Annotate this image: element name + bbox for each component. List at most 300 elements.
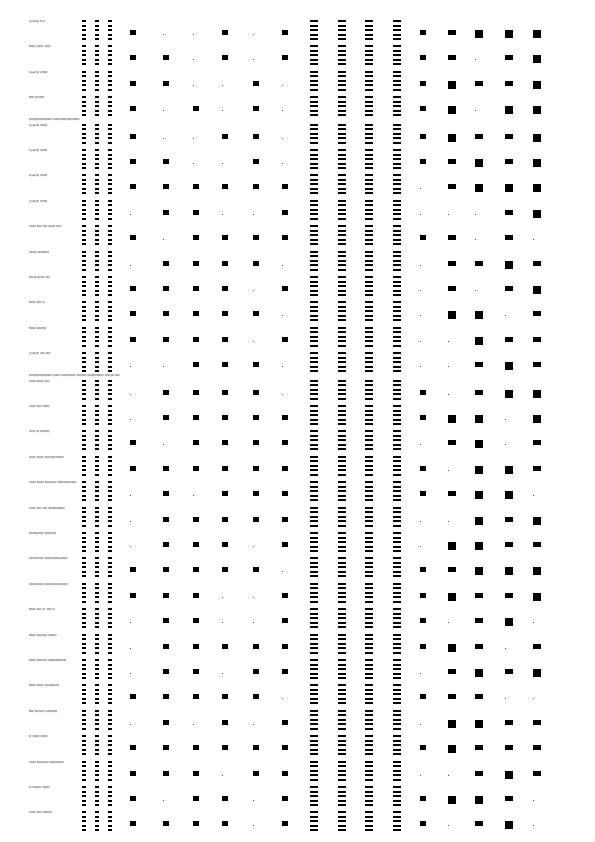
table-cell-mark [130,796,136,801]
table-cell-mark [393,239,401,241]
table-cell-mark [310,702,318,704]
table-cell-mark [253,134,259,139]
table-cell-mark [108,562,112,564]
table-cell-dot [448,825,449,826]
table-cell-mark [310,251,318,253]
table-cell-mark [365,689,373,691]
table-cell-mark [82,770,86,772]
table-cell-mark [82,495,86,497]
table-cell-mark [130,55,136,60]
table-cell-mark [505,517,513,522]
table-cell-mark [338,499,346,501]
table-cell-mark [310,264,318,266]
table-cell-mark [95,571,99,573]
table-cell-mark [82,128,86,130]
table-cell-mark [393,698,401,700]
table-cell-mark [338,75,346,77]
table-cell-mark [420,134,426,139]
table-cell-mark [365,63,373,65]
table-cell-mark [365,444,373,446]
table-cell-mark [95,54,99,56]
table-cell-dot [130,495,131,496]
table-cell-mark [393,735,401,737]
table-cell-mark [448,745,456,753]
table-cell-mark [282,235,288,240]
table-cell-mark [338,592,346,594]
table-cell-mark [310,319,318,321]
table-cell-mark [82,167,86,169]
table-cell-dot [420,315,421,316]
table-cell-dot [163,138,164,139]
table-cell-mark [310,571,318,573]
table-cell-mark [365,398,373,400]
table-cell-mark [82,63,86,65]
table-cell-mark [95,659,99,661]
table-cell-mark [82,306,86,308]
table-cell-mark [338,460,346,462]
row-label: Q QQQQ QQQ [29,785,50,789]
table-cell-mark [393,825,401,827]
table-cell-mark [393,575,401,577]
table-cell-mark [108,142,112,144]
table-cell-mark [82,80,86,82]
table-cell-mark [365,50,373,52]
table-cell-mark [365,84,373,86]
table-cell-mark [310,684,318,686]
table-cell-mark [310,740,318,742]
row-label: MQ2 QQQQ QQQQQQQQ [29,658,67,662]
table-cell-mark [82,825,86,827]
table-cell-mark [108,430,112,432]
table-cell-mark [95,719,99,721]
table-cell-mark [310,634,318,636]
table-cell-mark [338,634,346,636]
table-cell-mark [82,204,86,206]
table-cell-mark [310,80,318,82]
table-cell-mark [365,393,373,395]
table-cell-mark [95,50,99,52]
table-cell-mark [222,415,228,420]
table-cell-mark [338,520,346,522]
table-cell-mark [310,456,318,458]
table-cell-mark [82,460,86,462]
table-cell-mark [108,795,112,797]
table-cell-mark [108,380,112,382]
table-cell-mark [95,622,99,624]
table-cell-mark [310,791,318,793]
table-cell-mark [338,336,346,338]
table-cell-mark [82,465,86,467]
table-cell-mark [95,419,99,421]
table-cell-mark [393,366,401,368]
table-cell-mark [253,81,259,86]
table-cell-mark [338,319,346,321]
table-cell-mark [95,255,99,257]
table-cell-mark [95,829,99,831]
table-cell-mark [505,466,513,474]
table-cell-mark [310,719,318,721]
table-cell-mark [338,626,346,628]
table-cell-mark [163,694,169,699]
table-cell-mark [82,638,86,640]
table-cell-mark [365,384,373,386]
table-cell-mark [338,562,346,564]
table-cell-mark [108,541,112,543]
table-cell-mark [82,753,86,755]
table-cell-mark [108,626,112,628]
table-cell-mark [95,779,99,781]
table-cell-mark [365,770,373,772]
table-cell-mark [310,698,318,700]
row-label: MQ2 (QQ, QQ) [29,44,51,49]
table-cell-mark [393,410,401,412]
table-cell-mark [338,154,346,156]
table-cell-dot [448,366,449,367]
table-cell-mark [393,260,401,262]
table-cell-mark [310,84,318,86]
table-cell-mark [365,20,373,22]
table-cell-mark [393,566,401,568]
table-cell-mark [310,710,318,712]
table-cell-mark [310,562,318,564]
table-cell-mark [193,390,199,395]
table-cell-mark [108,89,112,91]
table-cell-mark [533,440,541,445]
table-cell-mark [393,765,401,767]
table-cell-mark [108,331,112,333]
table-cell-mark [310,779,318,781]
table-cell-mark [338,264,346,266]
table-cell-mark [163,542,169,547]
table-cell-mark [338,566,346,568]
table-cell-mark [365,290,373,292]
table-cell-mark [310,327,318,329]
table-cell-mark [365,779,373,781]
table-cell-mark [130,694,136,699]
table-cell-mark [95,557,99,559]
table-cell-mark [310,38,318,40]
table-cell-mark [338,474,346,476]
table-cell-mark [393,816,401,818]
table-cell-mark [310,723,318,725]
table-cell-mark [108,124,112,126]
table-cell-mark [310,192,318,194]
table-cell-mark [82,829,86,831]
table-cell-mark [338,596,346,598]
table-cell-mark [108,723,112,725]
table-cell-mark [222,491,228,496]
table-cell-dot [420,521,421,522]
table-cell-mark [82,251,86,253]
table-cell-mark [338,124,346,126]
table-cell-mark [108,239,112,241]
table-cell-mark [82,75,86,77]
table-cell-mark [393,200,401,202]
table-cell-mark [108,213,112,215]
table-cell-mark [310,96,318,98]
table-cell-mark [365,786,373,788]
table-cell-mark [393,749,401,751]
table-cell-mark [338,811,346,813]
table-cell-mark [108,566,112,568]
table-cell-mark [95,617,99,619]
table-cell-mark [253,771,259,776]
table-cell-mark [82,209,86,211]
table-cell-mark [338,327,346,329]
table-cell-mark [365,791,373,793]
table-cell-mark [365,114,373,116]
table-cell-mark [533,593,541,601]
table-cell-mark [475,771,483,776]
table-cell-mark [108,702,112,704]
table-cell-mark [310,613,318,615]
table-cell-mark [82,158,86,160]
table-cell-mark [338,243,346,245]
table-cell-mark [338,677,346,679]
table-cell-mark [82,622,86,624]
table-cell-mark [393,319,401,321]
table-cell-mark [95,537,99,539]
table-cell-mark [310,75,318,77]
table-cell-mark [310,20,318,22]
table-cell-mark [253,694,259,699]
table-cell-mark [222,466,228,471]
table-cell-mark [82,366,86,368]
table-cell-mark [193,567,199,572]
table-cell-mark [310,209,318,211]
table-cell-mark [82,357,86,359]
table-cell-mark [365,566,373,568]
table-cell-mark [338,753,346,755]
table-cell-mark [310,469,318,471]
table-cell-mark [338,744,346,746]
table-cell-mark [108,188,112,190]
table-cell-mark [95,520,99,522]
table-cell-mark [365,634,373,636]
table-cell-mark [338,331,346,333]
table-cell-mark [193,542,199,547]
table-cell-mark [310,405,318,407]
table-cell-mark [310,183,318,185]
row-label: Cys(Q) QQQ [29,198,48,203]
table-cell-mark [95,34,99,36]
table-cell-mark [82,761,86,763]
table-cell-mark [310,811,318,813]
table-cell-mark [393,465,401,467]
table-cell-mark [365,188,373,190]
table-cell-mark [95,811,99,813]
table-cell-mark [393,638,401,640]
table-cell-mark [365,702,373,704]
table-cell-mark [82,174,86,176]
table-cell-mark [310,25,318,27]
table-cell-mark [108,634,112,636]
table-cell-mark [310,592,318,594]
table-cell-mark [310,366,318,368]
table-cell-mark [338,45,346,47]
table-cell-mark [393,622,401,624]
table-cell-mark [310,167,318,169]
table-cell-mark [338,105,346,107]
table-cell-dot [130,419,131,420]
table-cell-dot [533,622,534,623]
table-cell-mark [505,669,513,674]
table-cell-mark [338,71,346,73]
table-cell-mark [95,753,99,755]
table-cell-mark [130,286,136,291]
table-cell-mark [475,261,483,266]
table-cell-mark [338,380,346,382]
table-cell-mark [82,456,86,458]
table-cell-mark [338,50,346,52]
table-cell-mark [365,829,373,831]
table-cell-mark [310,608,318,610]
table-cell-mark [365,532,373,534]
table-cell-mark [393,562,401,564]
table-cell-mark [95,430,99,432]
table-cell-dot [475,290,476,291]
table-cell-mark [365,474,373,476]
table-cell-mark [310,419,318,421]
table-cell-mark [253,159,259,164]
table-cell-mark [108,537,112,539]
table-cell-mark [310,361,318,363]
table-cell-mark [95,587,99,589]
table-cell-mark [338,652,346,654]
row-label: MQ2 QQQ QQQQQQ [29,683,60,688]
table-cell-mark [95,204,99,206]
table-cell-dot [130,265,131,266]
table-cell-mark [338,419,346,421]
table-cell-mark [310,583,318,585]
table-cell-mark [393,204,401,206]
table-cell-mark [282,210,288,215]
table-cell-mark [365,345,373,347]
table-cell-dot [448,341,449,342]
table-cell-mark [82,255,86,257]
table-cell-mark [108,601,112,603]
table-cell-mark [365,310,373,312]
table-cell-mark [108,520,112,522]
table-cell-mark [108,608,112,610]
table-cell-mark [448,720,456,728]
table-cell-dot [130,366,131,367]
table-cell-mark [108,340,112,342]
table-cell-mark [108,105,112,107]
table-cell-mark [393,128,401,130]
table-cell-mark [338,414,346,416]
table-cell-mark [163,517,169,522]
table-cell-mark [95,192,99,194]
table-cell-mark [338,96,346,98]
table-cell-mark [365,370,373,372]
table-cell-mark [393,490,401,492]
table-cell-mark [95,370,99,372]
table-cell-mark [393,255,401,257]
table-cell-mark [108,693,112,695]
table-cell-mark [95,596,99,598]
table-cell-mark [338,315,346,317]
table-cell-mark [505,159,513,164]
table-cell-dot [420,188,421,189]
table-cell-mark [95,389,99,391]
table-cell-mark [393,75,401,77]
table-cell-mark [393,469,401,471]
table-cell-mark [310,557,318,559]
table-cell-mark [338,410,346,412]
table-cell-mark [448,567,456,572]
table-cell-mark [448,106,456,114]
table-cell-mark [82,596,86,598]
table-cell-mark [108,460,112,462]
table-cell-mark [475,184,483,192]
table-cell-mark [365,419,373,421]
table-cell-mark [310,714,318,716]
table-cell-mark [82,820,86,822]
table-cell-mark [82,315,86,317]
table-cell-mark [108,25,112,27]
table-cell-mark [310,652,318,654]
table-cell-mark [310,336,318,338]
table-cell-dot [420,214,421,215]
table-cell-mark [505,184,513,192]
table-cell-mark [163,415,169,420]
table-cell-mark [338,110,346,112]
table-cell-dot [533,800,534,801]
table-cell-mark [475,362,483,367]
table-cell-mark [95,38,99,40]
table-cell-mark [533,390,541,398]
table-cell-mark [82,234,86,236]
table-cell-mark [193,210,199,215]
table-cell-mark [393,456,401,458]
table-cell-mark [475,415,483,423]
table-cell-mark [533,311,541,316]
table-cell-mark [365,96,373,98]
table-cell-mark [338,54,346,56]
row-label: CQQ Q QQQQ [29,429,50,434]
table-cell-mark [365,735,373,737]
table-cell-mark [82,183,86,185]
table-cell-mark [108,285,112,287]
table-cell-mark [365,800,373,802]
table-cell-mark [310,200,318,202]
table-cell-mark [108,791,112,793]
table-cell-mark [82,310,86,312]
table-cell-mark [108,38,112,40]
row-label: CQQ QQ QQ QQQQQQQ [29,505,65,510]
table-cell-mark [95,816,99,818]
table-cell-mark [108,96,112,98]
table-cell-mark [365,622,373,624]
table-cell-mark [108,652,112,654]
table-cell-mark [310,499,318,501]
table-cell-mark [82,664,86,666]
table-cell-mark [108,786,112,788]
table-cell-dot [448,394,449,395]
table-cell-dot [253,546,254,547]
table-cell-mark [82,511,86,513]
table-cell-mark [108,423,112,425]
table-cell-mark [310,225,318,227]
table-cell-mark [393,804,401,806]
table-cell-mark [95,25,99,27]
table-cell-mark [82,398,86,400]
table-cell-mark [82,101,86,103]
table-cell-mark [448,440,456,445]
table-cell-mark [338,647,346,649]
table-cell-mark [310,804,318,806]
